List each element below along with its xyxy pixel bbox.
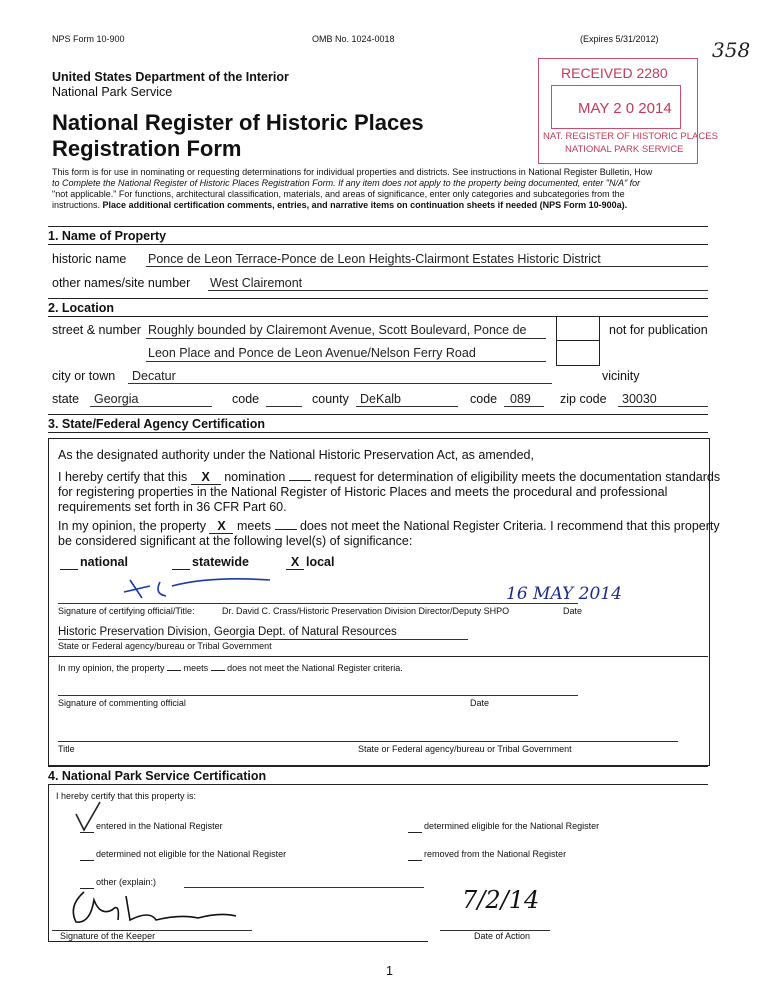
date-of-action-label: Date of Action [474,931,531,941]
section2-heading: 2. Location [48,301,114,315]
street-label: street & number [52,323,141,337]
cert-p3c: does not meet the National Register Criteria. I recommend that this property [299,519,720,533]
service-name: National Park Service [52,85,173,99]
commenting-date-label: Date [470,698,490,708]
department-name: United States Department of the Interior [52,70,289,84]
nps-certify-text: I hereby certify that this property is: [56,791,197,801]
cert-p3b: meets [236,519,272,533]
street-line2 [146,361,546,362]
not-eligible-blank-field[interactable] [80,850,94,861]
keeper-signature-label: Signature of the Keeper [60,931,156,941]
stamp-line1: NAT. REGISTER OF HISTORIC PLACES [543,131,718,142]
section1-heading: 1. Name of Property [48,229,167,243]
cert-p2d: for registering properties in the National Register of Historic Places and meets the procedural and professional [58,485,668,499]
cert-p3d: be considered significant at the following level(s) of significance: [58,534,413,548]
section2-rule [48,298,708,299]
stamp-line2: NATIONAL PARK SERVICE [565,144,684,155]
other-explain-label: other (explain:) [96,877,157,887]
removed-label: removed from the National Register [424,849,567,859]
city-field[interactable]: Decatur [132,369,176,383]
action-date-handwritten: 7/2/14 [462,886,540,914]
city-label: city or town [52,369,116,383]
section3-rule-bottom [48,432,708,433]
cert-date-label: Date [563,606,583,616]
op2b: meets [183,663,209,673]
title-label: Title [58,744,75,754]
removed-blank-field[interactable] [408,850,422,861]
nomination-x-field[interactable]: X [191,470,221,485]
county-code-line [504,406,544,407]
intro-line3: "not applicable." For functions, architectural classification, materials, and areas of significance, enter only categories and subcategories from the [52,189,625,199]
zip-line [618,406,708,407]
other-names-line [208,290,708,291]
state-code-label: code [232,392,260,406]
intro-line4a: instructions. [52,200,101,210]
cert-p3a: In my opinion, the property [58,519,206,533]
local-x-field[interactable]: X [286,555,304,570]
state-label: state [52,392,80,406]
op2a: In my opinion, the property [58,663,165,673]
certifying-date-handwritten: 16 MAY 2014 [506,584,622,604]
section1-rule [48,226,708,227]
checkbox-divider [557,340,599,341]
agency-line [58,639,468,640]
determined-eligible-label: determined eligible for the National Register [424,821,600,831]
cert-p2e: requirements set forth in 36 CFR Part 60. [58,500,287,514]
zip-field[interactable]: 30030 [622,392,657,406]
other-names-label: other names/site number [52,276,191,290]
state-line [90,406,212,407]
title-agency-label: State or Federal agency/bureau or Tribal Government [358,744,572,754]
not-meet-blank-field[interactable] [275,529,297,530]
page-number: 1 [386,964,393,978]
keeper-signature-icon [60,886,250,930]
section1-rule-bottom [48,244,708,245]
certifying-signature-icon [110,572,290,606]
stamp-received: RECEIVED 2280 [561,65,668,81]
cert-authority-text: As the designated authority under the National Historic Preservation Act, as amended, [58,448,534,462]
signature-line [58,603,578,604]
street-field-line2[interactable]: Leon Place and Ponce de Leon Avenue/Nelson Ferry Road [148,346,476,360]
stamp-date-box [551,85,681,129]
cert-p2a: I hereby certify that this [58,470,188,484]
meets-x-field[interactable]: X [209,519,233,534]
state-field[interactable]: Georgia [94,392,139,406]
entered-label: entered in the National Register [96,821,223,831]
cert-p2c: request for determination of eligibility meets the documentation standards [314,470,721,484]
form-title-line1: National Register of Historic Places [52,110,424,135]
county-field[interactable]: DeKalb [360,392,401,406]
form-title-line2: Registration Form [52,136,242,161]
intro-line1: This form is for use in nominating or requesting determinations for individual properties and districts. See instructions in National Register Bulletin, How [52,167,653,177]
intro-line4 [52,200,627,210]
zip-label: zip code [560,392,607,406]
op2-not-blank[interactable] [211,670,225,671]
opinion2-line [58,663,403,673]
street-field-line1[interactable]: Roughly bounded by Clairemont Avenue, Scott Boulevard, Ponce de [148,323,527,337]
omb-number: OMB No. 1024-0018 [312,34,395,44]
title-line [58,741,678,742]
form-number: NPS Form 10-900 [52,34,125,44]
expiration-date: (Expires 5/31/2012) [580,34,659,44]
level-national: national [80,555,128,569]
page-mark: 358 [712,38,751,62]
cert-opinion-line [58,519,720,534]
county-label: county [312,392,349,406]
level-local: local [306,555,335,569]
section2-rule-bottom [48,316,708,317]
opinion-divider [48,656,708,657]
other-names-field[interactable]: West Clairemont [210,276,303,290]
section3-heading: 3. State/Federal Agency Certification [48,417,265,431]
agency-field[interactable]: Historic Preservation Division, Georgia Dept. of Natural Resources [58,626,397,638]
county-code-label: code [470,392,498,406]
checkbox-bottom [557,365,599,366]
agency-label: State or Federal agency/bureau or Tribal Government [58,641,272,651]
section4-heading: 4. National Park Service Certification [48,769,267,783]
stamp-date: MAY 2 0 2014 [578,100,672,117]
cert-nomination-line [58,470,720,485]
determined-not-eligible-label: determined not eligible for the National Register [96,849,287,859]
statewide-blank-field[interactable] [172,555,190,570]
cert-p2b: nomination [224,470,286,484]
national-blank-field[interactable] [60,555,78,570]
historic-name-label: historic name [52,252,127,266]
commenting-official-label: Signature of commenting official [58,698,186,708]
state-code-line [266,406,302,407]
historic-name-line [146,266,708,267]
vicinity-label: vicinity [602,369,640,383]
county-line [356,406,458,407]
signature-label: Signature of certifying official/Title: [58,606,195,616]
certifying-official-field[interactable]: Dr. David C. Crass/Historic Preservation Division Director/Deputy SHPO [222,606,510,616]
county-code-field[interactable]: 089 [510,392,531,406]
section4-rule [48,766,708,767]
op2-meets-blank[interactable] [167,670,181,671]
section4-rule-bottom [48,784,708,785]
section3-rule [48,414,708,415]
entered-blank-field[interactable] [80,822,94,833]
intro-line2: to Complete the National Register of Historic Places Registration Form. If any item does not apply to the property being documented, enter "N/A" for [52,178,641,188]
eligible-blank-field[interactable] [408,822,422,833]
section4-bottom-border [48,941,428,942]
request-blank-field[interactable] [289,480,311,481]
historic-name-field[interactable]: Ponce de Leon Terrace-Ponce de Leon Heights-Clairmont Estates Historic District [148,252,601,266]
not-for-publication-label: not for publication [609,323,708,337]
intro-line4b: Place additional certification comments, entries, and narrative items on continuation sheets if needed (NPS Form 10-900a). [102,200,628,210]
checkbox-column [556,316,600,366]
op2c: does not meet the National Register criteria. [227,663,403,673]
commenting-signature-line [58,695,578,696]
level-statewide: statewide [192,555,249,569]
received-stamp [538,58,718,164]
section4-left-border [48,784,49,942]
street-line1 [146,338,546,339]
city-line [128,383,552,384]
